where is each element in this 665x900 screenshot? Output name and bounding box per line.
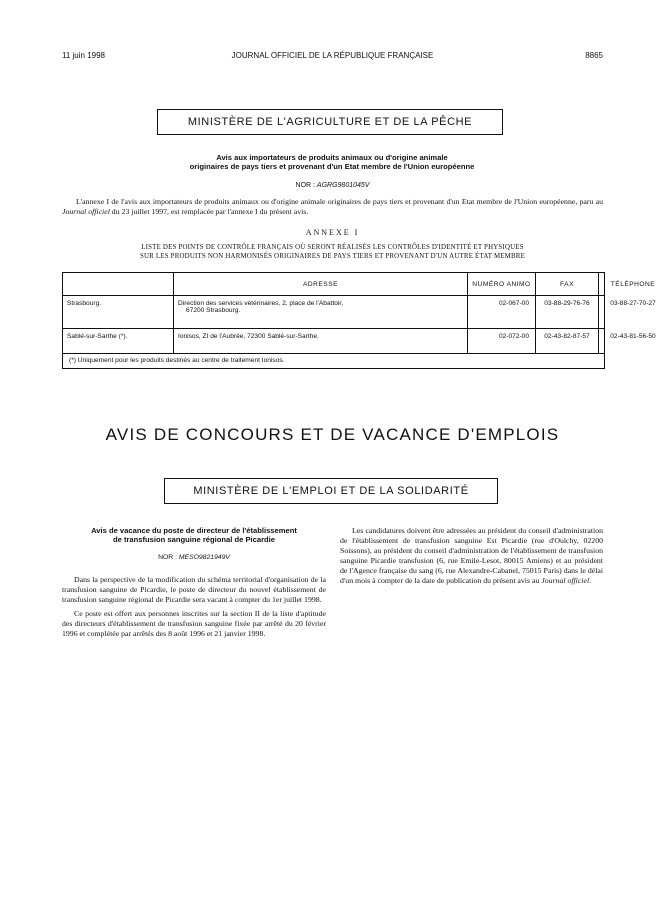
- annexe-title: ANNEXE I: [305, 228, 360, 237]
- vacancy-paragraph-1: Dans la perspective de la modification du schéma territorial d'organisation de la transfusion sanguine de Picardie, le poste de directeur du nouvel établissement de transfusion sanguine régional de Picardie sera vacant à compter du 1er juillet 1998.: [62, 575, 326, 604]
- nor-value: AGRG9801045V: [316, 182, 370, 189]
- cell-place: Strasbourg.: [67, 300, 102, 307]
- vacancy-paragraph-2: Ce poste est offert aux personnes inscrites sur la section II de la liste d'aptitude des directeurs d'établissement de transfusion sanguine fixée par arrêté du 20 février 1996 et complétée par arrêtés des 8 août 1996 et 21 janvier 1998.: [62, 609, 326, 638]
- header-date: 11 juin 1998: [62, 51, 105, 60]
- avis-title-line2: originaires de pays tiers et provenant d'un Etat membre de l'Union européenne: [189, 162, 475, 171]
- header-cell-telephone: TÉLÉPHONE: [598, 273, 665, 295]
- cell-address: [173, 296, 467, 328]
- list-title-line1: LISTE DES POINTS DE CONTRÔLE FRANÇAIS OÙ SERONT RÉALISÉS LES CONTRÔLES D'IDENTITÉ ET PHYSIQUES: [141, 244, 524, 251]
- vacancy-paragraph-3: [340, 526, 603, 586]
- column-right: [340, 526, 603, 590]
- column-left: [62, 526, 326, 643]
- section-heading-concours: AVIS DE CONCOURS ET DE VACANCE D'EMPLOIS: [105, 425, 560, 444]
- intro-text-a: L'annexe I de l'avis aux importateurs de produits animaux ou d'origine animale originaires de pays tiers et provenant d'un Etat membre de l'Union européenne, paru au: [76, 197, 603, 206]
- vacancy-paragraph-3-text: Les candidatures doivent être adressées au président du conseil d'administration de l'établissement de transfusion sanguine Est Picardie (rue d'Oulchy, 02200 Soissons), au président du conseil d'administration de l'établissement de transfusion sanguine Picardie transfusion (6, rue Emile-Lesot, 80015 Amiens) et au président de l'Agence française du sang (6, rue Alexandre-Cabanel, 75015 Paris) dans le délai d'un mois à compter de la date de publication du présent avis au: [340, 526, 603, 585]
- avis-importateurs-title: [92, 153, 572, 171]
- cell-fax: 03-88-29-76-76: [535, 296, 598, 328]
- list-title-line2: SUR LES PRODUITS NON HARMONISÉS ORIGINAIRES DE PAYS TIERS ET PROVENANT D'UN AUTRE ÉTAT MEMBRE: [139, 253, 526, 260]
- intro-text-b: du 23 juillet 1997, est remplacée par l'annexe I du présent avis.: [109, 207, 309, 216]
- nor-line-emploi: [62, 553, 326, 563]
- table-header-row: [63, 273, 656, 296]
- ministry-emploi-box: [164, 478, 498, 504]
- vacancy-journal-ref: Journal officiel: [541, 576, 590, 585]
- header-cell-animo: NUMÉRO ANIMO: [467, 273, 535, 295]
- page-header: [62, 51, 603, 65]
- nor-line-agriculture: [62, 182, 603, 189]
- table-footnote: (*) Uniquement pour les produits destinés au centre de traitement Ionisos.: [69, 357, 285, 364]
- table-row: [63, 329, 656, 354]
- cell-phone: 03-88-27-70-27: [598, 296, 665, 328]
- intro-paragraph: [62, 197, 603, 217]
- cell-animo: 02-072-00: [467, 329, 535, 353]
- header-page-number: 8865: [585, 51, 603, 60]
- cell-fax: 02-43-82-87-57: [535, 329, 598, 353]
- table-row: [63, 296, 656, 329]
- vacancy-title-line2: de transfusion sanguine régional de Picardie: [112, 535, 276, 544]
- ministry-agriculture-label: MINISTÈRE DE L'AGRICULTURE ET DE LA PÊCHE: [187, 116, 473, 128]
- header-cell-adresse: ADRESSE: [173, 273, 467, 295]
- cell-phone: 02-43-81-56-50: [598, 329, 665, 353]
- intro-journal-ref: Journal officiel: [62, 207, 110, 216]
- ministry-agriculture-box: [157, 109, 503, 135]
- list-title: [62, 243, 603, 261]
- header-journal-title: JOURNAL OFFICIEL DE LA RÉPUBLIQUE FRANÇAISE: [231, 51, 434, 60]
- vacancy-title-line1: Avis de vacance du poste de directeur de l'établissement: [91, 526, 297, 535]
- nor-label: NOR :: [295, 182, 315, 189]
- vacancy-paragraph-3-end: .: [589, 576, 592, 585]
- cell-animo: 02-067-00: [467, 296, 535, 328]
- control-points-table: [62, 272, 656, 369]
- nor-value: MESO9821949V: [178, 554, 230, 561]
- cell-address: [173, 329, 467, 353]
- header-cell-fax: FAX: [535, 273, 598, 295]
- cell-address-line1: Direction des services vétérinaires, 2, place de l'Abattoir,: [178, 300, 344, 307]
- ministry-emploi-label: MINISTÈRE DE L'EMPLOI ET DE LA SOLIDARITÉ: [193, 485, 469, 497]
- avis-title-line1: Avis aux importateurs de produits animaux ou d'origine animale: [216, 153, 448, 162]
- nor-label: NOR :: [158, 554, 177, 561]
- header-cell-place: [63, 273, 173, 295]
- table-note-row: [63, 354, 604, 368]
- cell-address-line2: 67200 Strasbourg.: [186, 307, 241, 314]
- cell-place: Sablé-sur-Sarthe (*).: [67, 333, 128, 340]
- cell-address-line1: Ionisos, ZI de l'Aubrée, 72300 Sablé-sur-Sarthe.: [178, 333, 319, 340]
- vacancy-title: [62, 526, 326, 544]
